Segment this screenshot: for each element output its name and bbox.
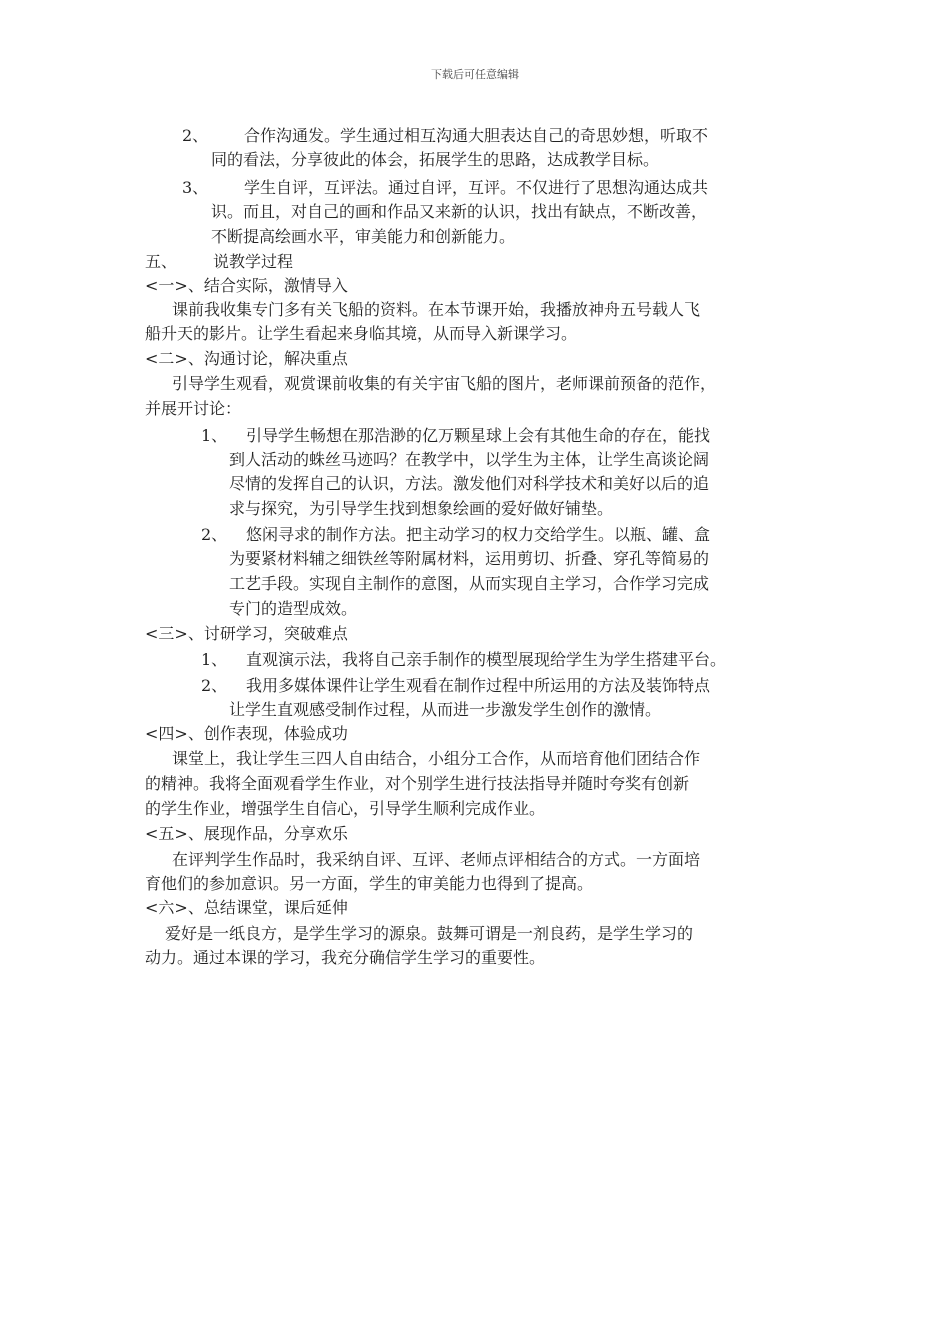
subsection-heading: <六>、总结课堂，课后延伸 xyxy=(145,898,348,917)
subsection-heading: <四>、创作表现，体验成功 xyxy=(145,724,348,743)
text-line: 的学生作业，增强学生自信心，引导学生顺利完成作业。 xyxy=(145,799,546,818)
section-heading: 说教学过程 xyxy=(213,252,294,271)
text-line: 让学生直观感受制作过程，从而进一步激发学生创作的激情。 xyxy=(229,700,662,719)
text-line: 在评判学生作品时，我采纳自评、互评、老师点评相结合的方式。一方面培 xyxy=(172,850,701,869)
text-line: 悠闲寻求的制作方法。把主动学习的权力交给学生。以瓶、罐、盒 xyxy=(246,525,711,544)
page-header: 下载后可任意编辑 xyxy=(431,68,519,81)
subsection-heading: <一>、结合实际，激情导入 xyxy=(145,276,348,295)
list-marker: 2、 xyxy=(201,525,228,544)
text-line: 课堂上，我让学生三四人自由结合，小组分工合作，从而培育他们团结合作 xyxy=(172,749,701,768)
list-marker: 2、 xyxy=(201,676,228,695)
list-marker: 1、 xyxy=(201,426,228,445)
text-line: 到人活动的蛛丝马迹吗？在教学中，以学生为主体，让学生高谈论阔 xyxy=(229,450,710,469)
text-line: 课前我收集专门多有关飞船的资料。在本节课开始，我播放神舟五号载人飞 xyxy=(172,300,701,319)
text-line: 育他们的参加意识。另一方面，学生的审美能力也得到了提高。 xyxy=(145,874,594,893)
text-line: 学生自评，互评法。通过自评，互评。不仅进行了思想沟通达成共 xyxy=(244,178,709,197)
subsection-heading: <二>、沟通讨论，解决重点 xyxy=(145,349,348,368)
text-line: 工艺手段。实现自主制作的意图，从而实现自主学习，合作学习完成 xyxy=(229,574,710,593)
text-line: 为要紧材料辅之细铁丝等附属材料，运用剪切、折叠、穿孔等简易的 xyxy=(229,549,710,568)
list-marker: 2、 xyxy=(182,126,209,145)
text-line: 爱好是一纸良方，是学生学习的源泉。鼓舞可谓是一剂良药，是学生学习的 xyxy=(165,924,694,943)
text-line: 合作沟通发。学生通过相互沟通大胆表达自己的奇思妙想，听取不 xyxy=(244,126,709,145)
text-line: 求与探究，为引导学生找到想象绘画的爱好做好铺垫。 xyxy=(229,499,614,518)
text-line: 直观演示法，我将自己亲手制作的模型展现给学生为学生搭建平台。 xyxy=(246,650,727,669)
text-line: 专门的造型成效。 xyxy=(229,599,358,618)
text-line: 引导学生观看，观赏课前收集的有关宇宙飞船的图片，老师课前预备的范作， xyxy=(172,374,717,393)
subsection-heading: <五>、展现作品，分享欢乐 xyxy=(145,824,348,843)
text-line: 不断提高绘画水平，审美能力和创新能力。 xyxy=(211,227,516,246)
text-line: 的精神。我将全面观看学生作业，对个别学生进行技法指导并随时夸奖有创新 xyxy=(145,774,690,793)
text-line: 同的看法，分享彼此的体会，拓展学生的思路，达成教学目标。 xyxy=(211,150,660,169)
list-marker: 3、 xyxy=(182,178,209,197)
text-line: 动力。通过本课的学习，我充分确信学生学习的重要性。 xyxy=(145,948,546,967)
text-line: 并展开讨论： xyxy=(145,399,242,418)
text-line: 识。而且，对自己的画和作品又来新的认识，找出有缺点，不断改善， xyxy=(211,202,708,221)
section-marker: 五、 xyxy=(145,252,178,271)
text-line: 尽情的发挥自己的认识，方法。激发他们对科学技术和美好以后的追 xyxy=(229,474,710,493)
subsection-heading: <三>、讨研学习，突破难点 xyxy=(145,624,348,643)
text-line: 引导学生畅想在那浩渺的亿万颗星球上会有其他生命的存在，能找 xyxy=(246,426,711,445)
list-marker: 1、 xyxy=(201,650,228,669)
text-line: 船升天的影片。让学生看起来身临其境，从而导入新课学习。 xyxy=(145,324,578,343)
text-line: 我用多媒体课件让学生观看在制作过程中所运用的方法及装饰特点 xyxy=(246,676,711,695)
